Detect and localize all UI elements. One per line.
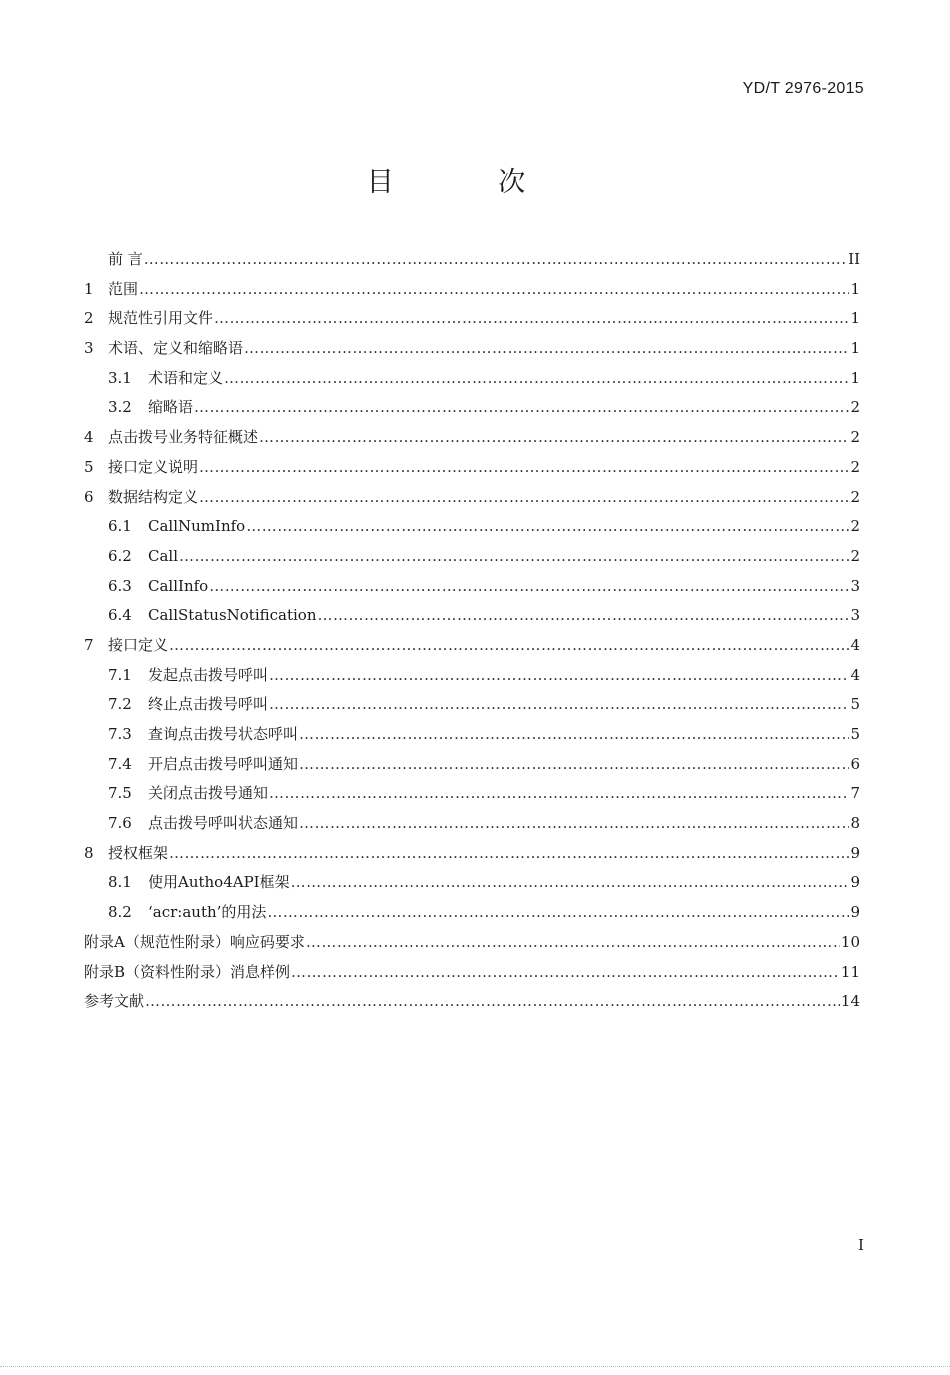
toc-entry[interactable] xyxy=(84,514,860,544)
toc-entry-label: 范围 xyxy=(108,279,139,298)
toc-entry-label: 术语、定义和缩略语 xyxy=(108,339,244,358)
toc-entry[interactable] xyxy=(84,752,860,782)
dot-leader xyxy=(269,663,849,687)
toc-entry-page: 1 xyxy=(850,279,860,298)
dot-leader xyxy=(291,960,840,984)
table-of-contents xyxy=(84,247,860,1019)
dot-leader xyxy=(246,514,849,538)
document-code: YD/T 2976-2015 xyxy=(742,80,864,97)
toc-entry-number: 5 xyxy=(84,457,94,476)
toc-entry[interactable] xyxy=(84,930,860,960)
dot-leader xyxy=(299,811,849,835)
page-title: 目 次 xyxy=(366,167,574,198)
toc-entry-label: 接口定义 xyxy=(108,635,169,654)
toc-entry-label: 附录A（规范性附录）响应码要求 xyxy=(84,932,305,951)
toc-entry-page: 9 xyxy=(850,873,860,892)
toc-entry[interactable] xyxy=(84,663,860,693)
toc-entry-label: 参考文献 xyxy=(84,992,145,1011)
toc-entry-number: 6.1 xyxy=(108,517,132,536)
toc-entry-page: 2 xyxy=(850,457,860,476)
toc-entry-label: 关闭点击拨号通知 xyxy=(148,784,269,803)
toc-entry-label: 查询点击拨号状态呼叫 xyxy=(148,725,299,743)
toc-entry-page: 9 xyxy=(850,843,860,862)
toc-entry-page: 1 xyxy=(850,368,860,387)
toc-entry-page: 2 xyxy=(850,398,860,417)
dot-leader xyxy=(224,366,849,390)
toc-entry-page: 14 xyxy=(840,992,860,1011)
toc-entry-label: 接口定义说明 xyxy=(108,457,199,476)
toc-entry-number: 3 xyxy=(84,339,94,358)
dot-leader xyxy=(144,247,847,271)
dot-leader xyxy=(145,989,840,1013)
toc-entry-number: 7.6 xyxy=(108,814,132,833)
toc-entry[interactable] xyxy=(84,841,860,871)
dot-leader xyxy=(318,603,850,627)
toc-entry-page: 1 xyxy=(850,309,860,328)
toc-entry-page: 2 xyxy=(850,428,860,447)
dot-leader xyxy=(299,722,849,746)
toc-entry[interactable] xyxy=(84,425,860,455)
toc-entry-number: 1 xyxy=(84,279,94,298)
toc-entry-label: 授权框架 xyxy=(108,843,169,862)
toc-entry[interactable] xyxy=(84,544,860,574)
toc-entry-page: 3 xyxy=(850,576,860,595)
toc-entry-page: 5 xyxy=(850,695,860,714)
toc-entry-label: CallStatusNotification xyxy=(148,606,317,625)
toc-entry[interactable] xyxy=(84,395,860,425)
toc-entry[interactable] xyxy=(84,633,860,663)
dot-leader xyxy=(214,306,849,330)
toc-entry[interactable] xyxy=(84,870,860,900)
toc-entry[interactable] xyxy=(84,306,860,336)
dot-leader xyxy=(269,692,849,716)
dot-leader xyxy=(169,841,849,865)
toc-entry-label: 前 言 xyxy=(108,250,143,268)
toc-entry[interactable] xyxy=(84,574,860,604)
dot-leader xyxy=(244,336,849,360)
dot-leader xyxy=(267,900,849,924)
toc-entry-label: CallNumInfo xyxy=(148,517,246,536)
toc-entry-label: 数据结构定义 xyxy=(108,487,199,506)
toc-entry-label: 点击拨号业务特征概述 xyxy=(108,428,259,447)
toc-entry[interactable] xyxy=(84,277,860,307)
toc-entry-label: CallInfo xyxy=(148,576,209,595)
toc-entry-number: 3.2 xyxy=(108,398,132,417)
toc-entry[interactable] xyxy=(84,455,860,485)
toc-entry-number: 8.1 xyxy=(108,873,132,892)
dot-leader xyxy=(199,485,849,509)
toc-entry-number: 6.4 xyxy=(108,606,132,625)
dot-leader xyxy=(291,870,850,894)
toc-entry-page: 2 xyxy=(850,487,860,506)
toc-entry-page: 4 xyxy=(850,665,860,684)
toc-entry-page: 10 xyxy=(840,932,860,951)
toc-entry[interactable] xyxy=(84,603,860,633)
toc-entry-number: 7.3 xyxy=(108,725,132,743)
dot-leader xyxy=(199,455,849,479)
toc-entry[interactable] xyxy=(84,811,860,841)
toc-entry-number: 7.2 xyxy=(108,695,132,714)
toc-entry-number: 7.5 xyxy=(108,784,132,803)
toc-entry[interactable] xyxy=(84,247,860,277)
toc-entry-page: 11 xyxy=(840,962,860,981)
toc-entry-page: 7 xyxy=(850,784,860,803)
toc-entry-number: 7 xyxy=(84,635,94,654)
toc-entry-label: 点击拨号呼叫状态通知 xyxy=(148,814,299,833)
toc-entry-page: 2 xyxy=(850,546,860,565)
toc-entry-number: 8.2 xyxy=(108,903,132,922)
toc-entry-number: 2 xyxy=(84,309,94,328)
toc-entry-number: 3.1 xyxy=(108,368,132,387)
toc-entry[interactable] xyxy=(84,692,860,722)
toc-entry[interactable] xyxy=(84,485,860,515)
toc-entry-page: 3 xyxy=(850,606,860,625)
toc-entry-label: 终止点击拨号呼叫 xyxy=(148,695,269,714)
toc-entry-page: 6 xyxy=(850,754,860,773)
toc-entry-label: 发起点击拨号呼叫 xyxy=(148,665,269,684)
toc-entry-page: 1 xyxy=(850,339,860,358)
scan-edge-divider xyxy=(0,1366,950,1369)
dot-leader xyxy=(169,633,849,657)
toc-entry[interactable] xyxy=(84,366,860,396)
toc-entry[interactable] xyxy=(84,336,860,366)
toc-entry-number: 7.1 xyxy=(108,665,132,684)
toc-entry-label: Call xyxy=(148,546,179,565)
toc-entry-number: 8 xyxy=(84,843,94,862)
toc-entry-label: 附录B（资料性附录）消息样例 xyxy=(84,962,291,981)
toc-entry-label: 使用Autho4API框架 xyxy=(148,873,290,892)
dot-leader xyxy=(179,544,849,568)
dot-leader xyxy=(259,425,849,449)
toc-entry-page: 4 xyxy=(850,635,860,654)
toc-entry-page: 2 xyxy=(850,517,860,536)
toc-entry[interactable] xyxy=(84,960,860,990)
toc-entry[interactable] xyxy=(84,722,860,752)
dot-leader xyxy=(139,277,849,301)
toc-entry-label: 缩略语 xyxy=(148,398,194,417)
dot-leader xyxy=(299,752,849,776)
dot-leader xyxy=(306,930,840,954)
toc-entry-label: 开启点击拨号呼叫通知 xyxy=(148,754,299,773)
dot-leader xyxy=(269,781,849,805)
dot-leader xyxy=(209,574,849,598)
toc-entry-page: II xyxy=(848,250,860,268)
toc-entry-number: 6 xyxy=(84,487,94,506)
toc-entry-page: 5 xyxy=(850,725,860,743)
page-number: I xyxy=(858,1236,864,1254)
toc-entry-number: 6.3 xyxy=(108,576,132,595)
toc-entry-page: 9 xyxy=(850,903,860,922)
toc-entry-label: 规范性引用文件 xyxy=(108,309,214,328)
toc-entry[interactable] xyxy=(84,989,860,1019)
toc-entry[interactable] xyxy=(84,781,860,811)
toc-entry-number: 6.2 xyxy=(108,546,132,565)
dot-leader xyxy=(194,395,849,419)
toc-entry-label: ‘acr:auth’的用法 xyxy=(148,903,267,922)
toc-entry[interactable] xyxy=(84,900,860,930)
toc-entry-number: 4 xyxy=(84,428,94,447)
toc-entry-page: 8 xyxy=(850,814,860,833)
toc-entry-number: 7.4 xyxy=(108,754,132,773)
toc-entry-label: 术语和定义 xyxy=(148,368,224,387)
